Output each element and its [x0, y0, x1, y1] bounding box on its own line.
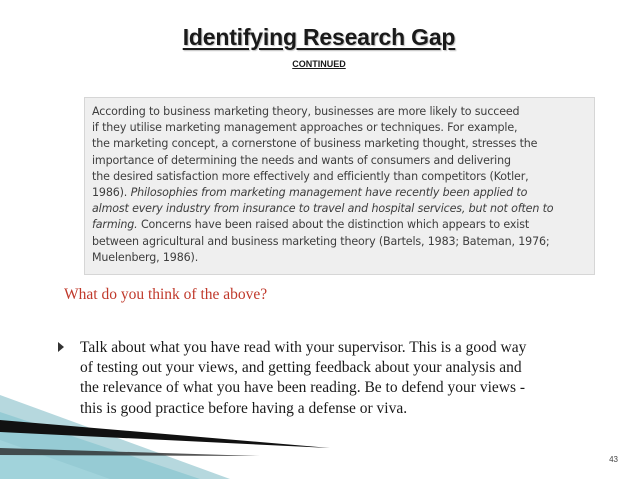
bullet-line: of testing out your views, and getting feedback about your analysis and [80, 359, 522, 377]
quote-line: farming. Concerns have been raised about the distinction which appears to exist [92, 218, 530, 232]
bullet-line: Talk about what you have read with your supervisor. This is a good way [80, 339, 527, 356]
page-title: Identifying Research Gap [182, 24, 456, 50]
quote-line: the marketing concept, a cornerstone of business marketing thought, stresses the [92, 137, 538, 151]
quote-line: According to business marketing theory, businesses are more likely to succeed [92, 105, 520, 118]
quote-italic: farming. [92, 218, 138, 232]
quote-line: the desired satisfaction more effectively and efficiently than competitors (Kotler, [92, 169, 529, 183]
bullet-line: the relevance of what you have been reading. Be to defend your views - [80, 379, 526, 397]
quote-italic: almost every industry from insurance to travel and hospital services, but not often to [92, 202, 554, 216]
quote-line: 1986). Philosophies from marketing management have recently been applied to [92, 186, 528, 200]
quote-line: importance of determining the needs and wants of consumers and delivering [92, 153, 511, 167]
quote-italic: Philosophies from marketing management have recently been applied to [130, 186, 528, 200]
quote-line: Muelenberg, 1986). [92, 250, 199, 264]
quote-line: between agricultural and business marketing theory (Bartels, 1983; Bateman, 1976; [92, 234, 550, 248]
quote-line: if they utilise marketing management approaches or techniques. For example, [92, 121, 518, 135]
page-number: 43 [609, 455, 618, 464]
question-text: What do you think of the above? [64, 286, 268, 303]
bullet-line: this is good practice before having a defense or viva. [80, 399, 408, 417]
page-subtitle: CONTINUED [292, 59, 346, 69]
